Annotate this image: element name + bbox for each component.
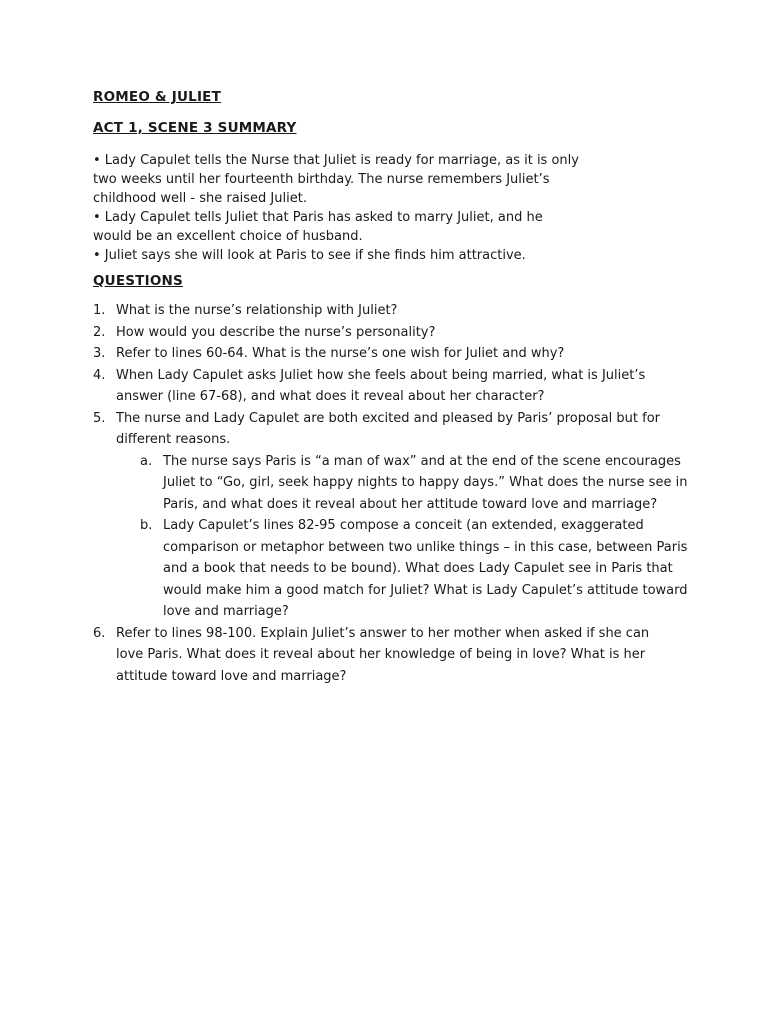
sub-question-line: comparison or metaphor between two unlike things – in this case, between [163, 539, 653, 555]
summary-line: • Juliet says she will look at Paris to see if she finds him attractive. [93, 248, 526, 263]
sub-question-letter: b. [140, 518, 153, 533]
sub-question-line: and marriage? [562, 496, 658, 512]
question-number: 4. [93, 367, 106, 383]
question-item [93, 365, 693, 408]
question-number: 1. [93, 303, 106, 318]
questions-list [93, 300, 693, 687]
question-line: The nurse and Lady Capulet are both excited and pleased by Paris’ proposal but for [116, 410, 661, 426]
sub-question-line: attitude toward love and marriage? [163, 582, 688, 619]
summary-line: would be an excellent choice of husband. [93, 229, 363, 244]
question-line: different reasons. [116, 432, 231, 447]
sub-question-item [93, 451, 693, 516]
sub-question-line: Paris and a book that needs to be bound). What does Lady Capulet see in [163, 539, 688, 576]
question-text [116, 300, 693, 322]
summary-heading: ACT 1, SCENE 3 SUMMARY [93, 120, 297, 136]
question-line: attitude toward love and marriage? [116, 668, 347, 684]
sub-question-item [93, 515, 693, 623]
document-title: ROMEO & JULIET [93, 89, 222, 105]
question-number: 5. [93, 410, 106, 426]
question-number: 3. [93, 346, 106, 361]
question-text [116, 623, 693, 688]
question-item [93, 322, 693, 344]
summary-line: childhood well - she raised Juliet. [93, 191, 307, 206]
summary-line: • Lady Capulet tells the Nurse that Juliet is ready for marriage, as it is only [93, 153, 579, 168]
sub-question-text [163, 518, 688, 619]
question-text [116, 365, 693, 408]
sub-question-text [163, 454, 687, 512]
question-number: 6. [93, 625, 106, 641]
question-item [93, 408, 693, 451]
question-number: 2. [93, 324, 106, 340]
sub-question-letter: a. [140, 453, 153, 469]
summary-line: two weeks until her fourteenth birthday. The nurse remembers Juliet’s [93, 172, 550, 187]
question-text [116, 322, 693, 344]
summary-line: • Lady Capulet tells Juliet that Paris has asked to marry Juliet, and he [93, 210, 543, 225]
question-item [93, 300, 693, 322]
question-item [93, 623, 693, 688]
question-line: answer (line 67-68), and what does it reveal about her character? [116, 389, 545, 404]
question-line: When Lady Capulet asks Juliet how she feels about being married, what is Juliet’s [116, 367, 646, 383]
question-item [93, 343, 693, 365]
question-line: Refer to lines 60-64. What is the nurse’s one wish for Juliet and why? [116, 346, 565, 361]
question-text [116, 343, 693, 365]
sub-question-line: Lady Capulet’s lines 82-95 compose a conceit (an extended, exaggerated [163, 518, 644, 533]
question-text [116, 408, 693, 451]
sub-question-line: the nurse see in Paris, and what does it reveal about her attitude toward love [163, 475, 688, 512]
question-line: Refer to lines 98-100. Explain Juliet’s answer to her mother when asked if she can [116, 625, 650, 641]
question-line: love Paris. What does it reveal about her knowledge of being in love? What is her [116, 647, 646, 662]
sub-question-line: Paris that would make him a good match for Juliet? What is Lady Capulet’s [163, 561, 673, 598]
question-line: What is the nurse’s relationship with Juliet? [116, 303, 398, 318]
summary-block [93, 151, 713, 265]
question-line: How would you describe the nurse’s personality? [116, 324, 436, 340]
questions-heading: QUESTIONS [93, 273, 183, 289]
sub-question-line: encourages Juliet to “Go, girl, seek happy nights to happy days.” What does [163, 453, 681, 490]
sub-question-line: The nurse says Paris is “a man of wax” and at the end of the scene [163, 453, 601, 469]
